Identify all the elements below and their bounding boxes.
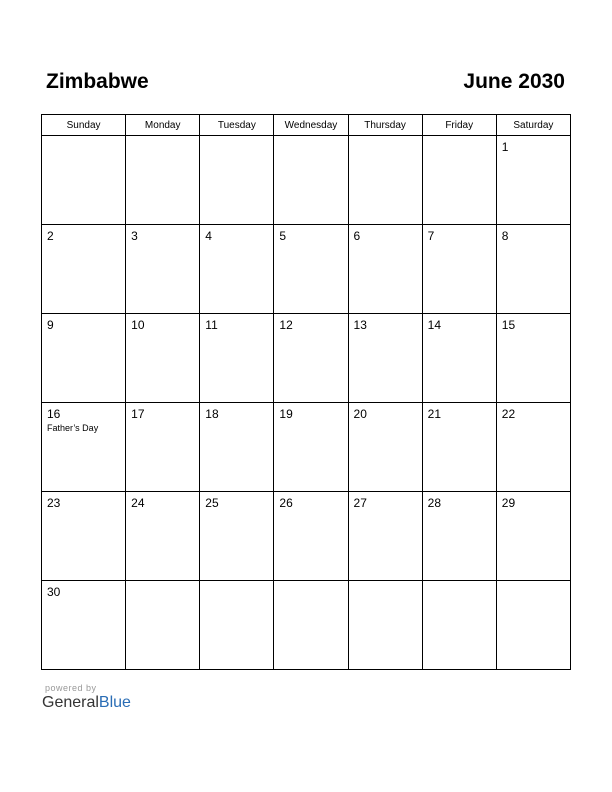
- day-number: 16: [47, 407, 61, 421]
- brand-general-text: General: [42, 694, 99, 711]
- day-cell: [42, 492, 126, 581]
- day-number: 22: [501, 407, 516, 421]
- day-number: [200, 136, 273, 140]
- day-cell: [200, 314, 274, 403]
- weekday-header: Wednesday: [274, 115, 348, 136]
- day-cell: [274, 403, 348, 492]
- day-cell: [126, 581, 200, 670]
- day-cell: [348, 403, 422, 492]
- day-number: [423, 581, 496, 585]
- country-title: Zimbabwe: [46, 70, 149, 93]
- day-cell: [200, 581, 274, 670]
- day-number: [423, 136, 496, 140]
- day-number: 30: [47, 585, 61, 599]
- day-cell: [42, 581, 126, 670]
- day-number: 20: [353, 407, 367, 421]
- day-number: [126, 136, 199, 140]
- weekday-header: Monday: [126, 115, 200, 136]
- day-number: 18: [205, 407, 219, 421]
- day-cell: [422, 136, 496, 225]
- day-number: 13: [353, 318, 367, 332]
- day-cell: [422, 314, 496, 403]
- day-number: 27: [353, 496, 367, 510]
- day-number: [274, 136, 347, 140]
- day-number: 2: [47, 229, 54, 243]
- day-cell: [496, 136, 570, 225]
- day-cell: [200, 403, 274, 492]
- day-cell: [274, 581, 348, 670]
- week-row: [42, 581, 571, 670]
- day-number: 14: [427, 318, 442, 332]
- day-cell: [42, 136, 126, 225]
- day-cell: [348, 225, 422, 314]
- day-cell: [274, 136, 348, 225]
- day-number: 1: [501, 140, 509, 154]
- weekday-header: Tuesday: [200, 115, 274, 136]
- day-cell: [496, 492, 570, 581]
- day-number: 11: [205, 318, 218, 332]
- day-number: [349, 581, 422, 585]
- day-number: 7: [427, 229, 435, 243]
- day-number: 8: [501, 229, 509, 243]
- day-cell: [422, 403, 496, 492]
- brand-blue-text: Blue: [98, 694, 131, 711]
- day-number: [126, 581, 199, 585]
- week-row: [42, 403, 571, 492]
- day-cell: [200, 225, 274, 314]
- day-cell: [126, 403, 200, 492]
- week-row: [42, 314, 571, 403]
- day-cell: [348, 314, 422, 403]
- day-cell: [274, 314, 348, 403]
- day-cell: [126, 225, 200, 314]
- generalblue-logo[interactable]: [42, 694, 131, 712]
- day-number: 10: [131, 318, 145, 332]
- day-number: 21: [427, 407, 442, 421]
- day-number: 6: [353, 229, 361, 243]
- day-number: [274, 581, 347, 585]
- day-number: 15: [501, 318, 516, 332]
- day-number: 29: [501, 496, 516, 510]
- day-cell: [126, 492, 200, 581]
- day-cell: [42, 314, 126, 403]
- day-number: 4: [205, 229, 212, 243]
- day-cell: [496, 403, 570, 492]
- day-cell: [200, 492, 274, 581]
- day-cell: [274, 225, 348, 314]
- day-number: [42, 136, 125, 140]
- day-cell: [126, 136, 200, 225]
- day-cell: [348, 581, 422, 670]
- day-number: 25: [205, 496, 219, 510]
- calendar-grid: [41, 114, 571, 670]
- day-cell: [126, 314, 200, 403]
- weekday-header: Friday: [422, 115, 496, 136]
- day-cell: [348, 136, 422, 225]
- day-cell: [200, 136, 274, 225]
- day-number: [349, 136, 422, 140]
- day-cell: [422, 225, 496, 314]
- day-cell: [42, 403, 126, 492]
- day-cell: [422, 492, 496, 581]
- day-number: 5: [279, 229, 287, 243]
- day-number: 28: [427, 496, 442, 510]
- day-cell: [496, 314, 570, 403]
- weekday-header: Saturday: [496, 115, 570, 136]
- day-cell: [496, 581, 570, 670]
- day-number: 3: [131, 229, 138, 243]
- holiday-label: Father’s Day: [47, 423, 99, 433]
- day-number: 12: [279, 318, 293, 332]
- day-number: 24: [131, 496, 145, 510]
- weekday-header-row: [42, 115, 571, 136]
- day-number: [200, 581, 273, 585]
- day-number: 9: [47, 318, 54, 332]
- weekday-header: Sunday: [42, 115, 126, 136]
- weekday-header: Thursday: [348, 115, 422, 136]
- day-cell: [496, 225, 570, 314]
- day-number: 17: [131, 407, 145, 421]
- week-row: [42, 492, 571, 581]
- powered-by-label: powered by: [45, 683, 97, 693]
- day-cell: [274, 492, 348, 581]
- day-cell: [348, 492, 422, 581]
- day-number: 23: [47, 496, 61, 510]
- week-row: [42, 136, 571, 225]
- day-number: 26: [279, 496, 293, 510]
- month-year-title: June 2030: [463, 70, 565, 93]
- day-cell: [422, 581, 496, 670]
- week-row: [42, 225, 571, 314]
- day-number: 19: [279, 407, 293, 421]
- day-cell: [42, 225, 126, 314]
- day-number: [497, 581, 570, 585]
